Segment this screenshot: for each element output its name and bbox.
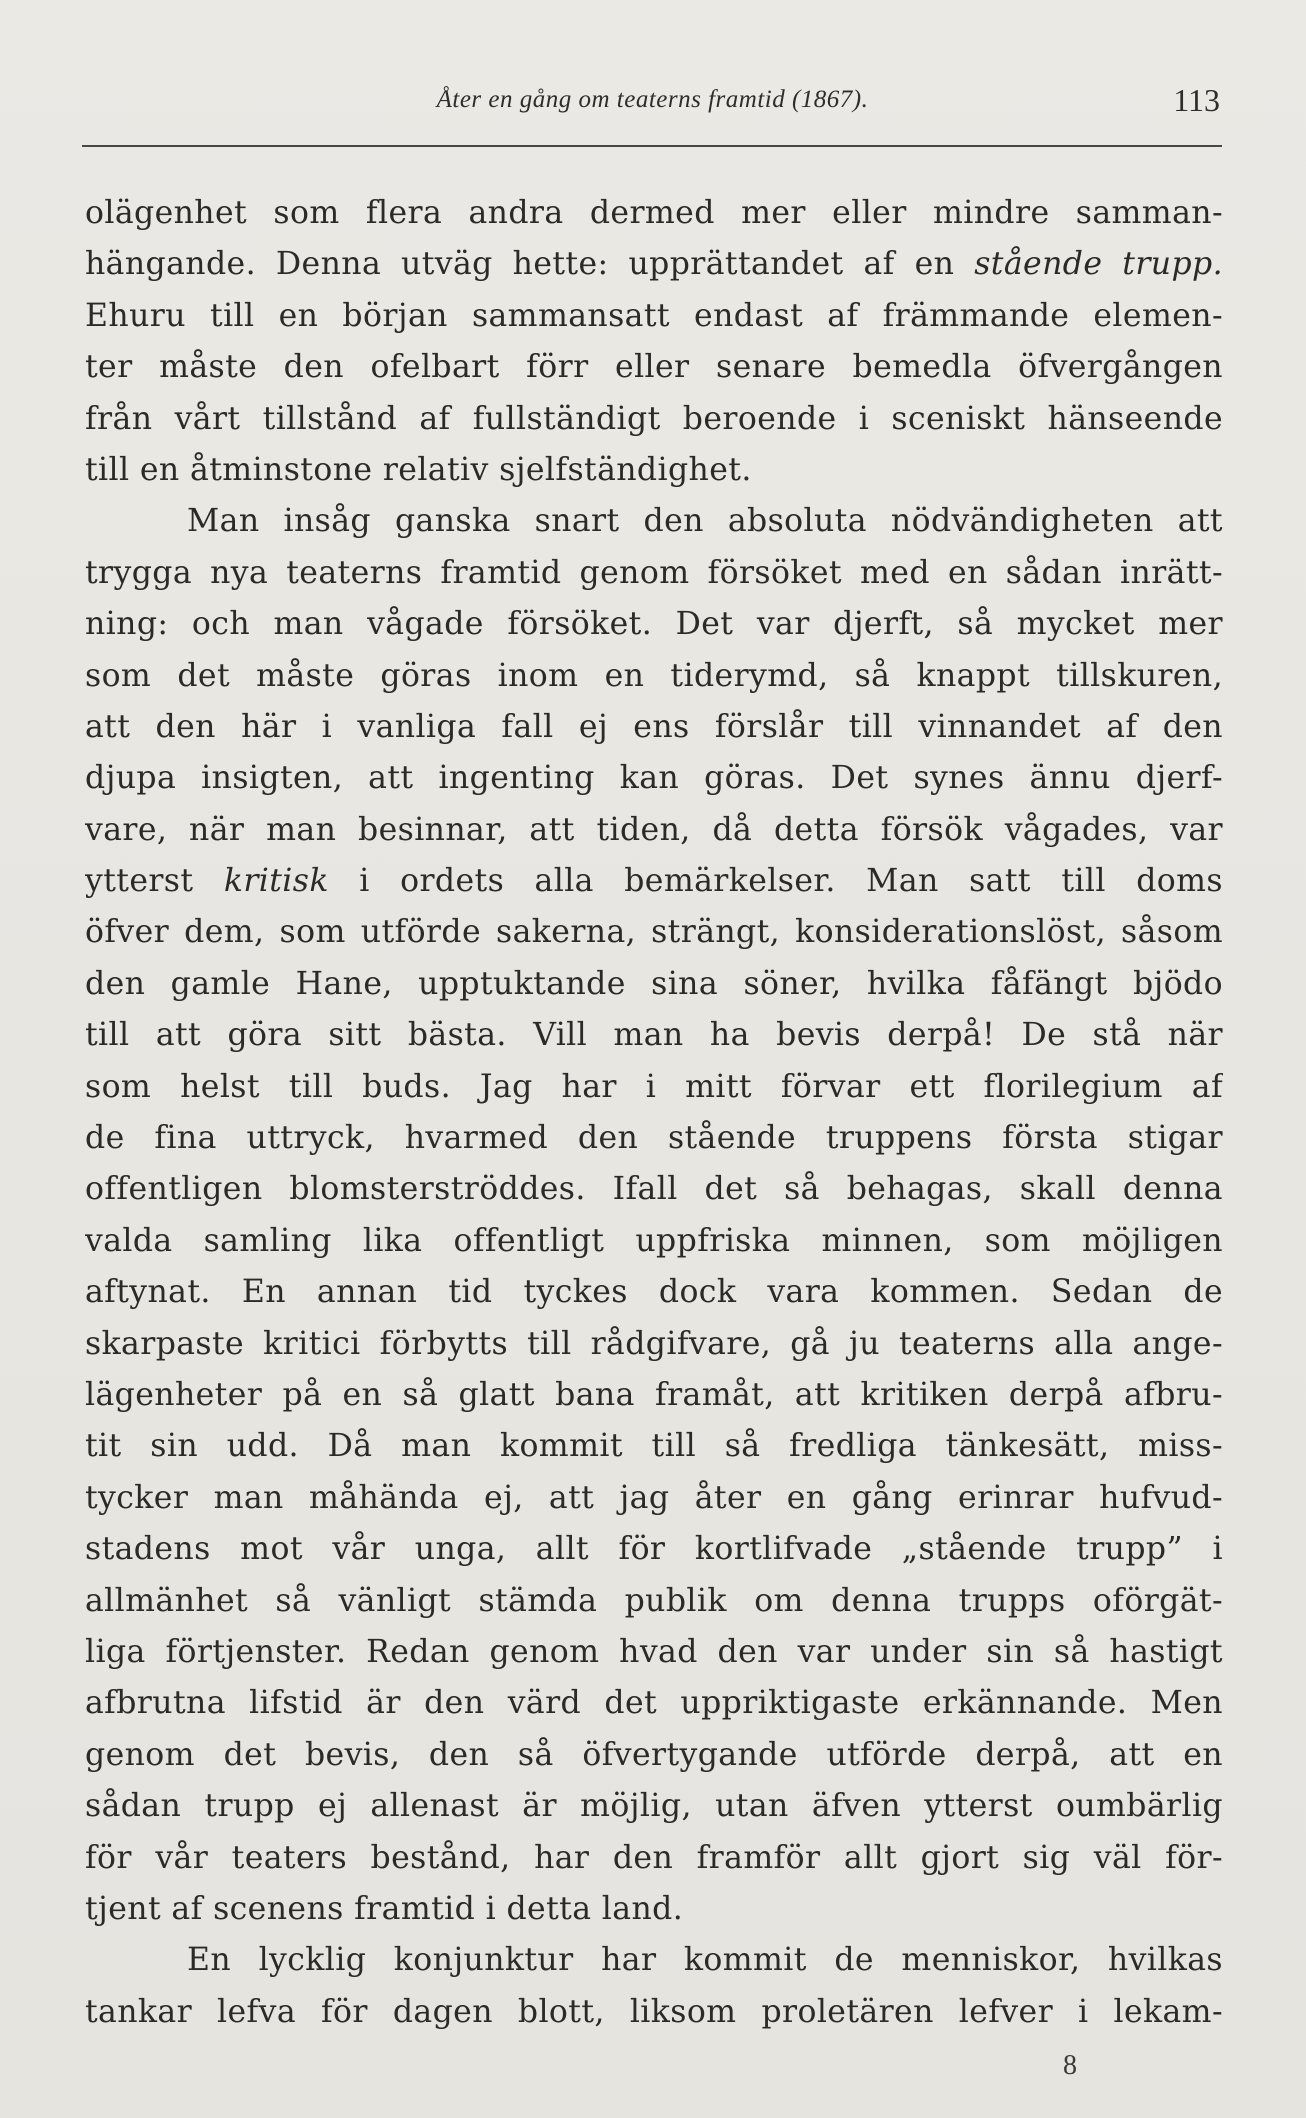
- text-line: aftynat. En annan tid tyckes dock vara kommen. Sedan de: [85, 1274, 1223, 1311]
- body-text: [85, 188, 1223, 2038]
- text-line-paragraph-start: Man insåg ganska snart den absoluta nödvändigheten att: [187, 503, 1223, 540]
- text-line: till att göra sitt bästa. Vill man ha bevis derpå! De stå när: [85, 1017, 1223, 1054]
- text-line: som det måste göras inom en tiderymd, så knappt tillskuren,: [85, 657, 1223, 694]
- text-line: trygga nya teaterns framtid genom försöket med en sådan inrätt-: [85, 554, 1223, 591]
- text-line: valda samling lika offentligt uppfriska minnen, som möjligen: [85, 1222, 1223, 1259]
- text-line: öfver dem, som utförde sakerna, strängt, konsiderationslöst, såsom: [85, 914, 1223, 951]
- text-line: tit sin udd. Då man kommit till så fredliga tänkesätt, miss-: [85, 1428, 1223, 1465]
- text-line: till en åtminstone relativ sjelfständighet.: [85, 451, 752, 488]
- text-line: djupa insigten, att ingenting kan göras. Det synes ännu djerf-: [85, 760, 1223, 797]
- text-line-with-italic: [85, 239, 1223, 290]
- text-line: att den här i vanliga fall ej ens förslår till vinnandet af den: [85, 708, 1223, 745]
- text-segment: i ordets alla bemärkelser. Man satt till doms: [328, 863, 1223, 900]
- text-line: som helst till buds. Jag har i mitt förvar ett florilegium af: [85, 1068, 1223, 1105]
- page-number: 113: [1173, 82, 1220, 118]
- text-line: sådan trupp ej allenast är möjlig, utan äfven ytterst oumbärlig: [85, 1788, 1223, 1825]
- text-segment: ytterst: [85, 863, 224, 900]
- text-line: stadens mot vår unga, allt för kortlifvade „stående trupp” i: [85, 1531, 1223, 1568]
- text-line: tycker man måhända ej, att jag åter en gång erinrar hufvud-: [85, 1479, 1223, 1516]
- signature-mark: 8: [1063, 2050, 1077, 2081]
- text-line: ter måste den ofelbart förr eller senare bemedla öfvergången: [85, 349, 1223, 386]
- running-header: [85, 82, 1220, 122]
- text-line: från vårt tillstånd af fullständigt beroende i sceniskt hänseende: [85, 400, 1223, 437]
- text-line: tankar lefva för dagen blott, liksom proletären lefver i lekam-: [85, 1993, 1223, 2030]
- text-line: tjent af scenens framtid i detta land.: [85, 1890, 684, 1927]
- text-line-with-italic: [85, 856, 1223, 907]
- text-line: liga förtjenster. Redan genom hvad den var under sin så hastigt: [85, 1633, 1223, 1670]
- text-line: olägenhet som flera andra dermed mer eller mindre samman-: [85, 195, 1223, 231]
- text-line: vare, när man besinnar, att tiden, då detta försök vågades, var: [85, 811, 1223, 848]
- text-line: den gamle Hane, upptuktande sina söner, hvilka fåfängt bjödo: [85, 965, 1223, 1002]
- text-line: afbrutna lifstid är den värd det uppriktigaste erkännande. Men: [85, 1685, 1223, 1722]
- text-line: de fina uttryck, hvarmed den stående truppens första stigar: [85, 1120, 1223, 1157]
- header-rule: [82, 145, 1222, 147]
- text-line: för vår teaters bestånd, har den framför allt gjort sig väl för-: [85, 1839, 1223, 1876]
- text-line: Ehuru till en början sammansatt endast af främmande elemen-: [85, 297, 1223, 334]
- text-line: offentligen blomsterströddes. Ifall det så behagas, skall denna: [85, 1171, 1223, 1208]
- text-line: lägenheter på en så glatt bana framåt, att kritiken derpå afbru-: [85, 1376, 1223, 1413]
- italic-word: kritisk: [223, 863, 329, 900]
- text-line: allmänhet så vänligt stämda publik om denna trupps oförgät-: [85, 1582, 1223, 1619]
- text-line: genom det bevis, den så öfvertygande utförde derpå, att en: [85, 1736, 1223, 1773]
- text-segment: hängande. Denna utväg hette: upprättandet af en: [85, 246, 975, 283]
- italic-phrase: stående trupp.: [974, 246, 1223, 283]
- text-line: skarpaste kritici förbytts till rådgifvare, gå ju teaterns alla ange-: [85, 1325, 1223, 1362]
- text-line-paragraph-start: En lycklig konjunktur har kommit de menniskor, hvilkas: [187, 1942, 1223, 1979]
- text-line: ning: och man vågade försöket. Det var djerft, så mycket mer: [85, 606, 1223, 643]
- running-title: Åter en gång om teaterns framtid (1867).: [436, 86, 869, 113]
